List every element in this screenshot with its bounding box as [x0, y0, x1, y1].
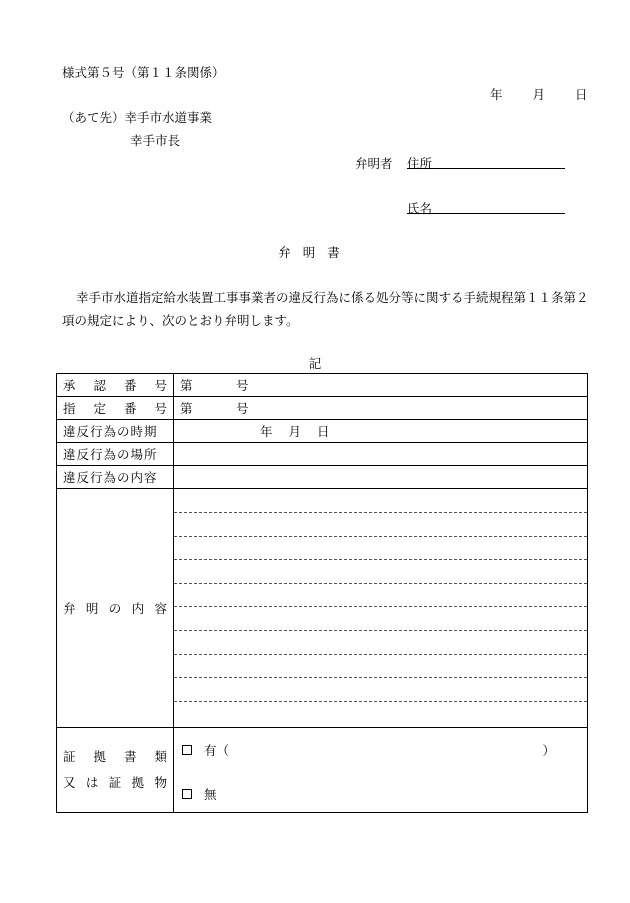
violation-year: 年 [260, 424, 273, 439]
addressee: （あて先）幸手市水道事業 [62, 110, 213, 125]
label-char: 拠 [93, 749, 106, 764]
explanation-content-area[interactable] [174, 489, 588, 728]
designation-prefix: 第 [180, 401, 193, 416]
label-char: 認 [93, 378, 106, 393]
applicant-label: 弁明者 [355, 156, 393, 171]
date-month: 月 [532, 87, 545, 102]
explanation-form-table [56, 373, 588, 813]
row-designation-number [57, 397, 588, 420]
designation-suffix: 号 [236, 401, 249, 416]
label-char: 容 [154, 601, 167, 616]
violation-time-value[interactable] [174, 420, 588, 443]
explanation-label [57, 489, 174, 728]
row-approval-number [57, 374, 588, 397]
evidence-no-option[interactable] [182, 776, 587, 812]
label-char: 証 [63, 749, 76, 764]
address-field[interactable] [407, 168, 565, 169]
evidence-no-checkbox[interactable] [182, 789, 192, 799]
dashed-line [174, 584, 587, 608]
violation-place-label: 違反行為の場所 [57, 443, 174, 466]
body-text: 幸手市水道指定給水装置工事事業者の違反行為に係る処分等に関する手続規程第１１条第２項の規定により、次のとおり弁明します。 [62, 290, 589, 328]
label-char: 号 [154, 378, 167, 393]
label-char: 番 [123, 378, 137, 393]
violation-content-label: 違反行為の内容 [57, 466, 174, 489]
evidence-options [174, 728, 588, 813]
violation-content-value[interactable] [174, 466, 588, 489]
dashed-line [174, 631, 587, 655]
dashed-line [174, 513, 587, 537]
date-day: 日 [574, 87, 588, 102]
label-char: 又 [63, 775, 76, 790]
dashed-line [174, 537, 587, 561]
violation-time-label: 違反行為の時期 [57, 420, 174, 443]
violation-month: 月 [288, 424, 302, 439]
document-title: 弁明書 [278, 245, 352, 260]
approval-suffix: 号 [236, 378, 249, 393]
name-field[interactable] [407, 213, 565, 214]
row-violation-content [57, 466, 588, 489]
dashed-line [174, 560, 587, 584]
dashed-line [174, 607, 587, 631]
label-char: 定 [93, 401, 106, 416]
approval-number-value[interactable] [174, 374, 588, 397]
evidence-yes-label: 有（ [204, 743, 230, 758]
label-char: 書 [123, 749, 137, 764]
violation-place-value[interactable] [174, 443, 588, 466]
evidence-label [57, 728, 174, 813]
dashed-line [174, 489, 587, 513]
label-char: 内 [131, 601, 145, 616]
label-char: は [85, 775, 99, 790]
evidence-no-label: 無 [204, 787, 217, 802]
evidence-yes-option[interactable] [182, 732, 587, 768]
row-evidence [57, 728, 588, 813]
label-char: 明 [85, 601, 99, 616]
addressee-sub: 幸手市長 [130, 133, 181, 148]
label-char: 弁 [63, 601, 76, 616]
label-char: 証 [108, 775, 122, 790]
row-explanation [57, 489, 588, 728]
designation-number-value[interactable] [174, 397, 588, 420]
date-line [490, 85, 587, 103]
address-label: 住所 [407, 156, 433, 171]
approval-prefix: 第 [180, 378, 193, 393]
evidence-yes-close: ） [542, 743, 555, 758]
dashed-line [174, 678, 587, 702]
label-char: 番 [123, 401, 137, 416]
label-char: 承 [63, 378, 76, 393]
label-char: 拠 [131, 775, 145, 790]
dashed-line [174, 655, 587, 679]
label-char: の [108, 601, 122, 616]
ki-heading: 記 [308, 356, 322, 371]
label-char: 物 [154, 775, 167, 790]
label-char: 類 [154, 749, 167, 764]
violation-day: 日 [317, 424, 330, 439]
approval-number-label [57, 374, 174, 397]
designation-number-label [57, 397, 174, 420]
row-violation-time [57, 420, 588, 443]
form-number: 様式第５号（第１１条関係） [62, 65, 225, 80]
date-year: 年 [490, 87, 503, 102]
name-label: 氏名 [407, 201, 433, 216]
evidence-yes-checkbox[interactable] [182, 745, 192, 755]
label-char: 指 [63, 401, 76, 416]
row-violation-place [57, 443, 588, 466]
label-char: 号 [154, 401, 167, 416]
